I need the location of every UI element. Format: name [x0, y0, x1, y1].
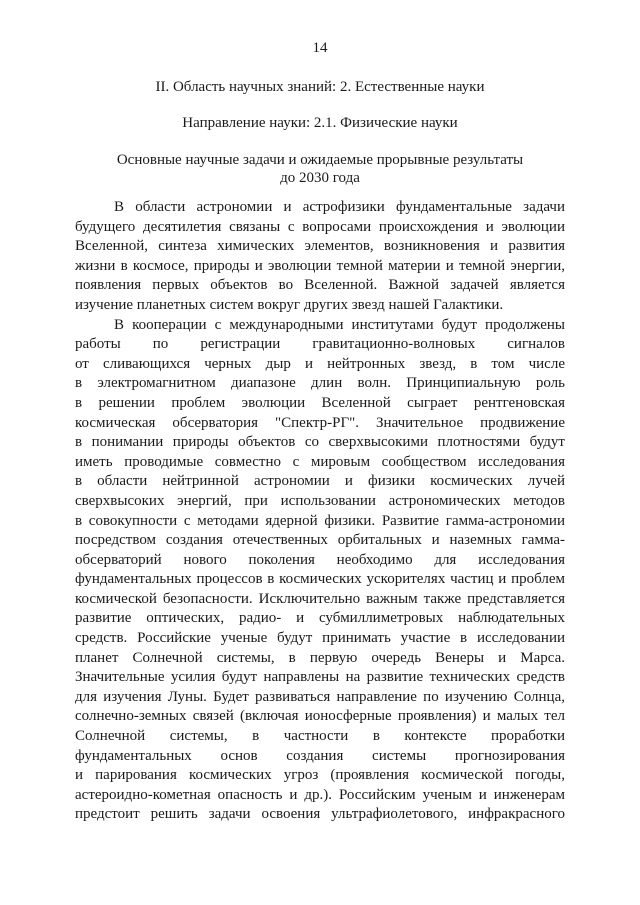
- tasks-heading-line-1: Основные научные задачи и ожидаемые прорывные результаты: [116, 152, 524, 168]
- paragraph-line: планет Солнечной системы, в первую очередь Венеры и Марса.: [75, 649, 565, 666]
- paragraph-line: появления первых объектов во Вселенной. Важной задачей является: [75, 277, 565, 294]
- paragraph-line: фундаментальных процессов в космических ускорителях частиц и проблем: [75, 571, 565, 588]
- paragraph-line: средств. Российские ученые будут принимать участие в исследовании: [75, 630, 565, 647]
- paragraph-line: солнечно-земных связей (включая ионосферные проявления) и малых тел: [75, 708, 565, 725]
- paragraph-line: иметь проводимые совместно с мировым сообществом исследования: [75, 453, 565, 470]
- paragraph-line: для изучения Луны. Будет развиваться направление по изучению Солнца,: [75, 688, 565, 705]
- paragraph-line: в решении проблем эволюции Вселенной сыграет рентгеновская: [75, 394, 565, 411]
- body-text: [75, 198, 565, 825]
- paragraph-line: космической безопасности. Исключительно важным также представляется: [75, 590, 565, 607]
- paragraph-line: и парирования космических угроз (проявления космической погоды,: [75, 767, 565, 784]
- tasks-heading-line-2: до 2030 года: [280, 170, 360, 186]
- paragraph-line: обсерваторий нового поколения необходимо для исследования: [75, 551, 565, 568]
- paragraph-line: жизни в космосе, природы и эволюции темной материи и темной энергии,: [75, 257, 565, 274]
- paragraph-line: предстоит решить задачи освоения ультрафиолетового, инфракрасного: [75, 806, 565, 823]
- paragraph-line: В кооперации с международными институтами будут продолжены: [114, 316, 565, 333]
- paragraph-line: в области нейтринной астрономии и физики космических лучей: [75, 473, 565, 490]
- paragraph: [75, 198, 565, 316]
- paragraph-line: в понимании природы объектов со сверхвысокими плотностями будут: [75, 434, 565, 451]
- paragraph-line: посредством создания отечественных орбитальных и наземных гамма-: [75, 532, 565, 549]
- paragraph-line: будущего десятилетия связаны с вопросами происхождения и эволюции: [75, 218, 565, 235]
- paragraph-line: Вселенной, синтеза химических элементов, возникновения и развития: [75, 238, 565, 255]
- paragraph-line: развитие оптических, радио- и субмиллиметровых наблюдательных: [75, 610, 565, 627]
- paragraph-line: фундаментальных основ создания системы прогнозирования: [75, 747, 565, 764]
- paragraph-line: изучение планетных систем вокруг других звезд нашей Галактики.: [75, 296, 504, 313]
- paragraph-line: сверхвысоких энергий, при использовании астрономических методов: [75, 492, 565, 509]
- paragraph-line: Значительные усилия будут направлены на развитие технических средств: [75, 669, 565, 686]
- paragraph: [75, 316, 565, 825]
- paragraph-line: астероидно-кометная опасность и др.). Российским ученым и инженерам: [75, 786, 565, 803]
- paragraph-line: в электромагнитном диапазоне длин волн. Принципиальную роль: [75, 375, 565, 392]
- paragraph-line: от сливающихся черных дыр и нейтронных звезд, в том числе: [75, 355, 565, 372]
- paragraph-line: Солнечной системы, в частности в контексте проработки: [75, 728, 565, 745]
- science-direction-heading: Направление науки: 2.1. Физические науки: [182, 115, 458, 131]
- paragraph-line: космическая обсерватория "Спектр-РГ". Значительное продвижение: [75, 414, 565, 431]
- page-number: 14: [312, 40, 328, 56]
- paragraph-line: В области астрономии и астрофизики фундаментальные задачи: [114, 199, 565, 215]
- paragraph-line: работы по регистрации гравитационно-волновых сигналов: [75, 336, 565, 353]
- tasks-heading: [0, 151, 640, 187]
- paragraph-line: в совокупности с методами ядерной физики. Развитие гамма-астрономии: [75, 512, 565, 529]
- science-area-heading: II. Область научных знаний: 2. Естественные науки: [155, 79, 485, 95]
